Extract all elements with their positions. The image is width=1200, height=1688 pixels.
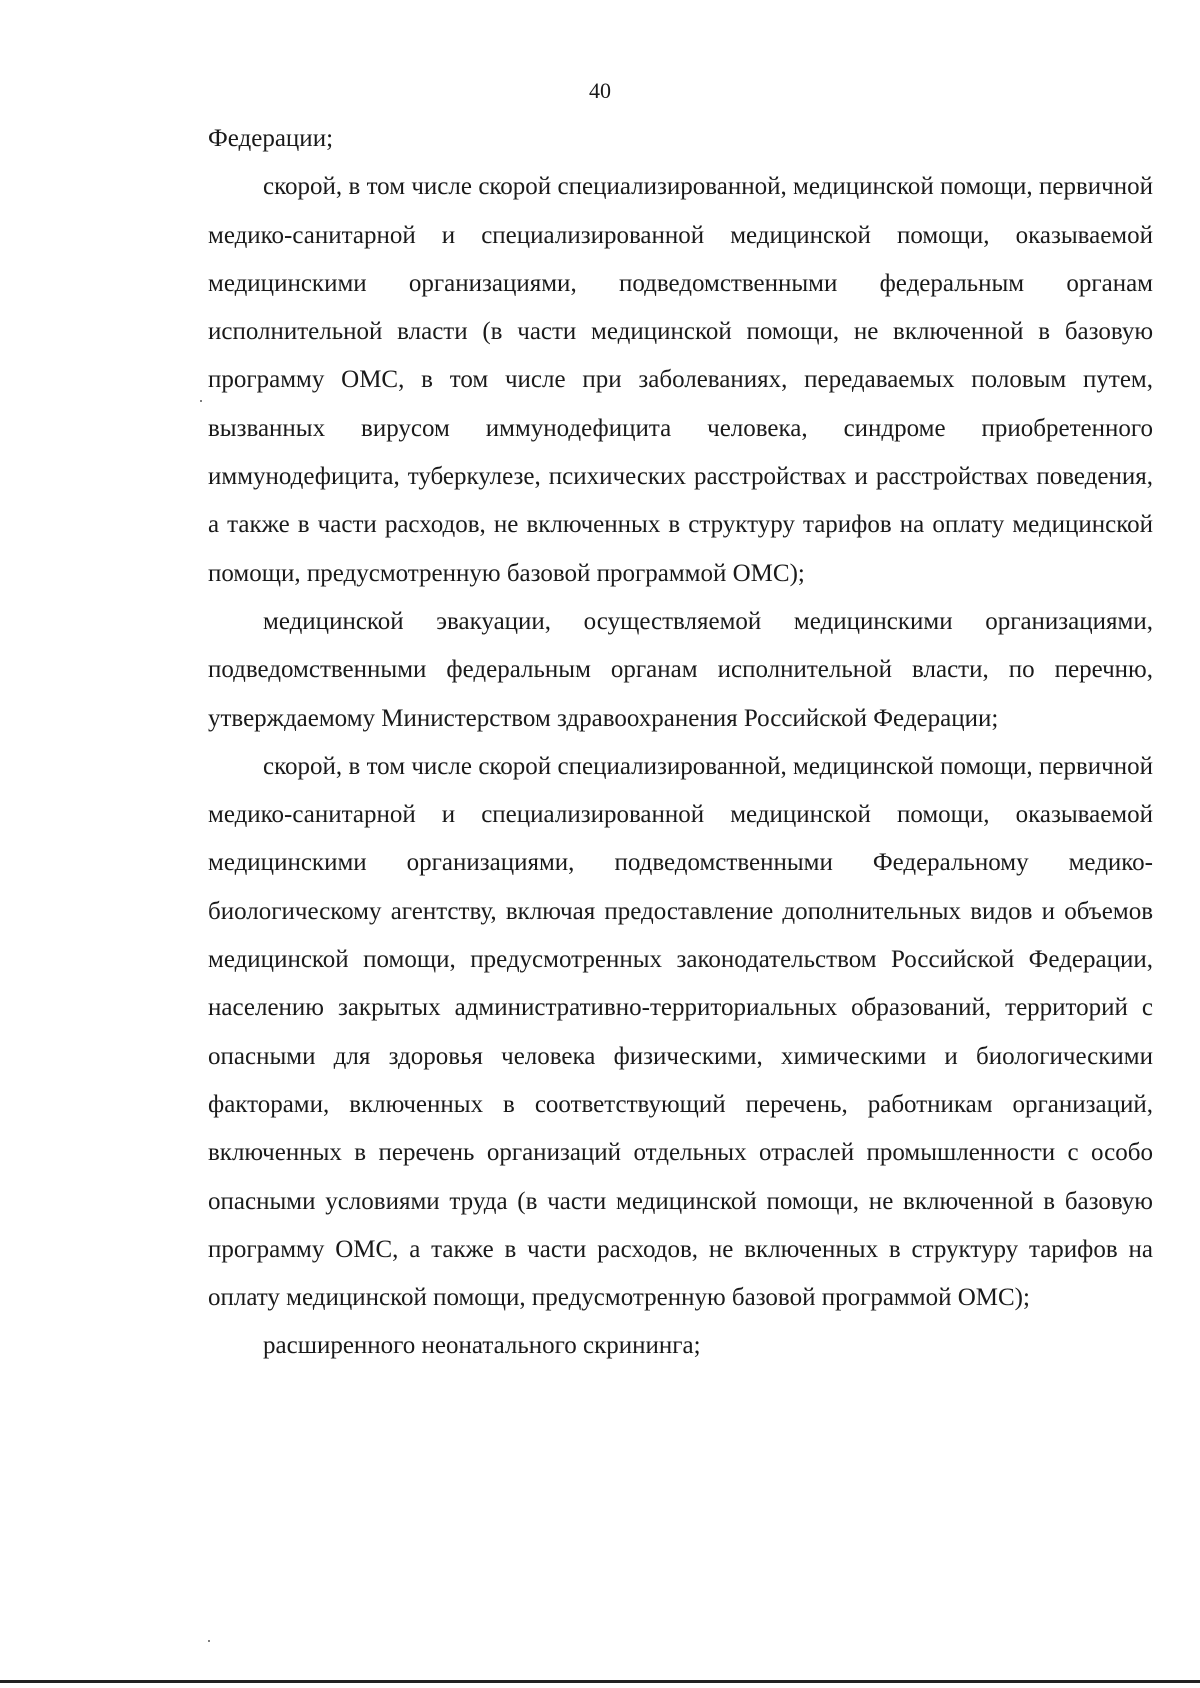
page-number: 40 (589, 78, 611, 103)
paragraph-continuation: Федерации; (208, 125, 334, 152)
scan-speck (200, 400, 202, 402)
document-body (208, 115, 1153, 1371)
paragraph-emergency-care-federal: скорой, в том числе скорой специализированной, медицинской помощи, первичной медико-санитарной и специализированной медицинской помощи, оказываемой медицинскими организациями, подведомственными федеральным органам исполнительной власти (в части медицинской помощи, не включенной в базовую программу ОМС, в том числе при заболеваниях, передаваемых половым путем, вызванных вирусом иммунодефицита человека, синдроме приобретенного иммунодефицита, туберкулезе, психических расстройствах и расстройствах поведения, а также в части расходов, не включенных в структуру тарифов на оплату медицинской помощи, предусмотренную базовой программой ОМС); (208, 173, 1153, 587)
paragraph-neonatal-screening: расширенного неонатального скрининга; (263, 1332, 701, 1360)
paragraph-emergency-care-fmba: скорой, в том числе скорой специализированной, медицинской помощи, первичной медико-санитарной и специализированной медицинской помощи, оказываемой медицинскими организациями, подведомственными Федеральному медико-биологическому агентству, включая предоставление дополнительных видов и объемов медицинской помощи, предусмотренных законодательством Российской Федерации, населению закрытых административно-территориальных образований, территорий с опасными для здоровья человека физическими, химическими и биологическими факторами, включенных в соответствующий перечень, работникам организаций, включенных в перечень организаций отдельных отраслей промышленности с особо опасными условиями труда (в части медицинской помощи, не включенной в базовую программу ОМС, а также в части расходов, не включенных в структуру тарифов на оплату медицинской помощи, предусмотренную базовой программой ОМС); (208, 752, 1153, 1312)
paragraph-medical-evacuation: медицинской эвакуации, осуществляемой медицинскими организациями, подведомственными федеральным органам исполнительной власти, по перечню, утверждаемому Министерством здравоохранения Российской Федерации; (208, 607, 1153, 732)
scan-bottom-edge (0, 1680, 1200, 1683)
scan-speck (208, 1640, 210, 1642)
